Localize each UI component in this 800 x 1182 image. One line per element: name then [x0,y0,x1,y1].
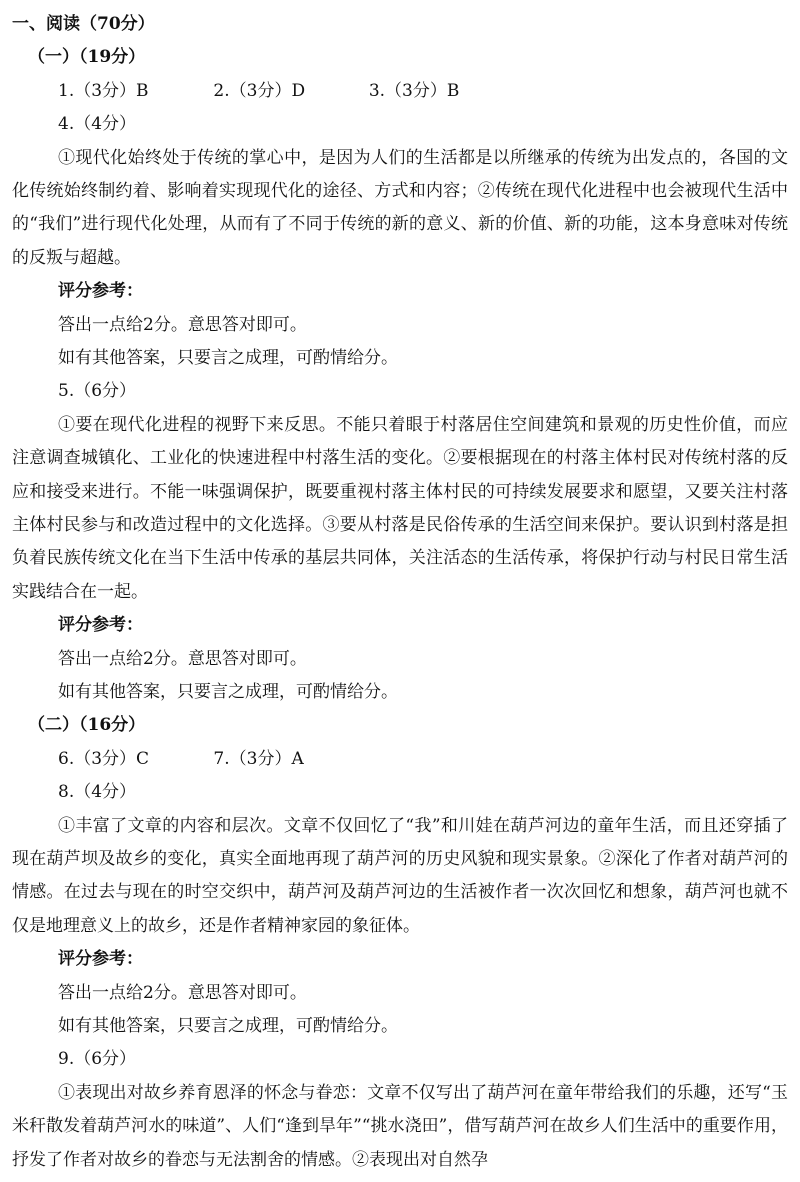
q4-ref-2: 如有其他答案，只要言之成理，可酌情给分。 [58,347,398,368]
q9-answer: ①表现出对故乡养育恩泽的怀念与眷恋：文章不仅写出了葫芦河在童年带给我们的乐趣，还写“玉米秆散发着葫芦河水的味道”、人们“逢到旱年”“挑水浇田”，借写葫芦河在故乡人们生活中的重要作用，抒发了作者对故乡的眷恋与无法割舍的情感。②表现出对自然孕 [12,1082,788,1170]
q4-ref-title: 评分参考： [58,281,143,302]
section-title: 一、阅读（70分） [12,14,155,34]
answer-q3: 3.（3分）B [368,80,460,101]
answer-q1: 1.（3分）B [58,80,149,101]
q9-label: 9.（6分） [58,1049,137,1070]
answer-q2: 2.（3分）D [213,80,306,101]
q5-ref-2: 如有其他答案，只要言之成理，可酌情给分。 [58,681,398,702]
q4-answer: ①现代化始终处于传统的掌心中，是因为人们的生活都是以所继承的传统为出发点的，各国的文化传统始终制约着、影响着实现现代化的途径、方式和内容；②传统在现代化进程中也会被现代生活中的“我们”进行现代化处理，从而有了不同于传统的新的意义、新的价值、新的功能，这本身意味对传统的反叛与超越。 [12,147,788,268]
q8-label: 8.（4分） [58,782,137,803]
q5-answer: ①要在现代化进程的视野下来反思。不能只着眼于村落居住空间建筑和景观的历史性价值，而应注意调查城镇化、工业化的快速进程中村落生活的变化。②要根据现在的村落主体村民对传统村落的反应和接受来进行。不能一味强调保护，既要重视村落主体村民的可持续发展要求和愿望，又要关注村落主体村民参与和改造过程中的文化选择。③要从村落是民俗传承的生活空间来保护。要认识到村落是担负着民族传统文化在当下生活中传承的基层共同体，关注活态的生活传承，将保护行动与村民日常生活实践结合在一起。 [12,414,788,602]
q5-label: 5.（6分） [58,381,137,402]
q4-label: 4.（4分） [58,114,137,135]
q5-ref-1: 答出一点给2分。意思答对即可。 [58,648,307,669]
q8-answer: ①丰富了文章的内容和层次。文章不仅回忆了“我”和川娃在葫芦河边的童年生活，而且还穿插了现在葫芦坝及故乡的变化，真实全面地再现了葫芦河的历史风貌和现实景象。②深化了作者对葫芦河的情感。在过去与现在的时空交织中，葫芦河及葫芦河边的生活被作者一次次回忆和想象，葫芦河也就不仅是地理意义上的故乡，还是作者精神家园的象征体。 [12,815,788,936]
part2-title: （二）（16分） [28,715,146,736]
part2-answers-row [12,743,788,776]
part1-title: （一）（19分） [28,47,146,68]
q8-ref-title: 评分参考： [58,949,143,970]
q4-ref-1: 答出一点给2分。意思答对即可。 [58,314,307,335]
q8-ref-2: 如有其他答案，只要言之成理，可酌情给分。 [58,1015,398,1036]
q5-ref-title: 评分参考： [58,615,143,636]
q8-ref-1: 答出一点给2分。意思答对即可。 [58,982,307,1003]
part1-answers-row [12,75,788,108]
answer-q6: 6.（3分）C [58,748,150,769]
answer-q7: 7.（3分）A [213,748,304,769]
